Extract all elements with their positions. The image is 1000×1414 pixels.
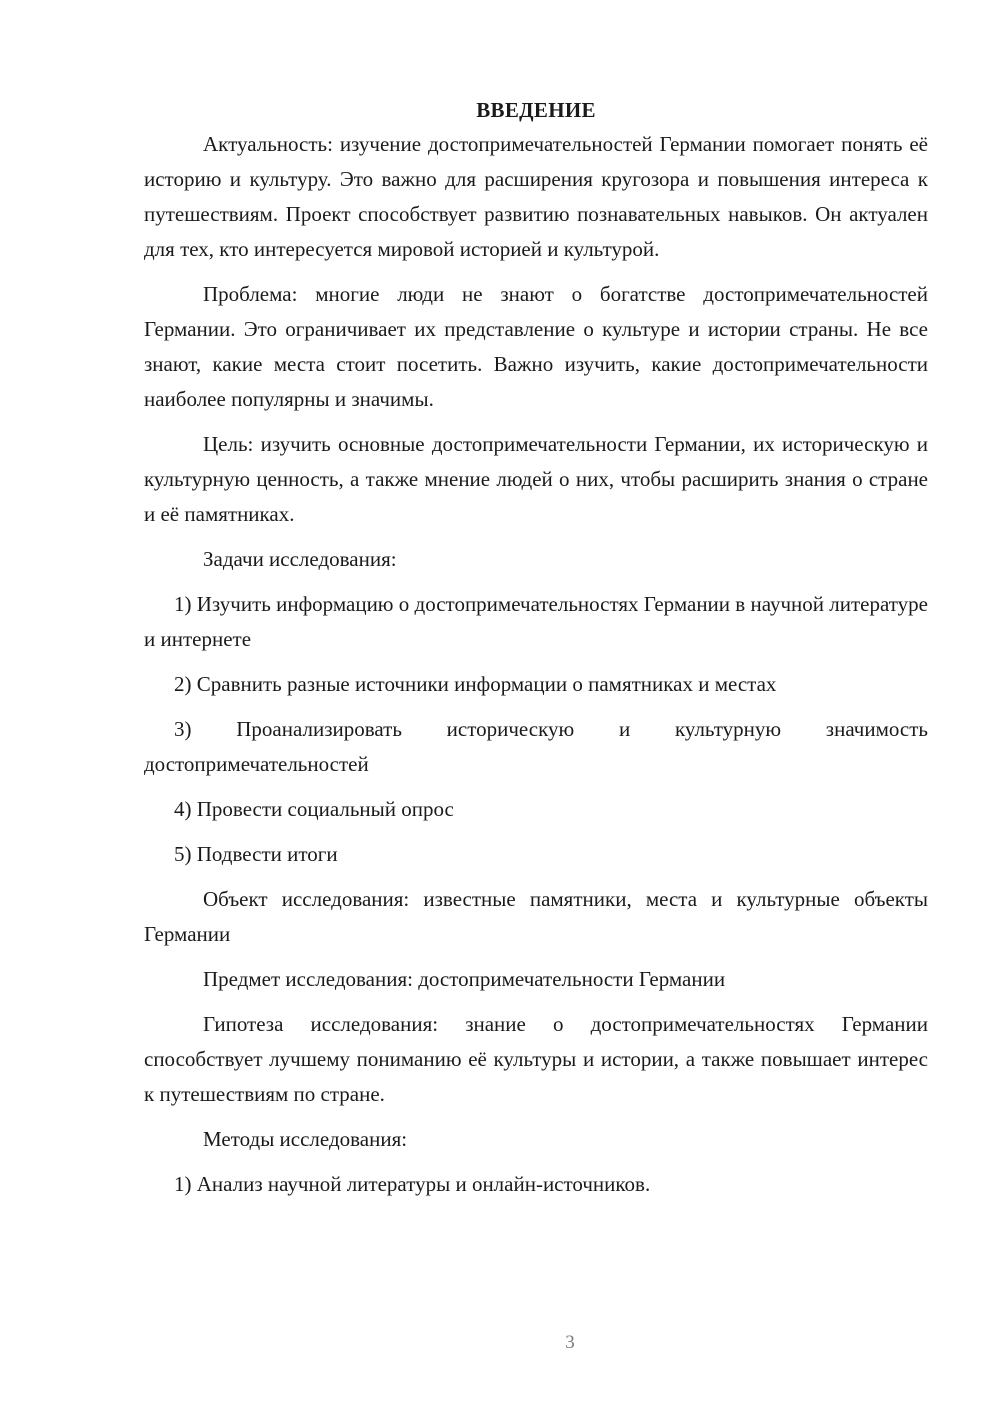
page-number: 3	[565, 1332, 575, 1353]
list-item-task-4: 4) Провести социальный опрос	[174, 797, 454, 821]
paragraph-methods-heading: Методы исследования:	[203, 1127, 408, 1151]
paragraph-goal: Цель: изучить основные достопримечательности Германии, их историческую и культурную ценность, а также мнение людей о них, чтобы расширить знания о стране и её памятниках.	[144, 432, 928, 526]
list-item-method-1: 1) Анализ научной литературы и онлайн-источников.	[174, 1172, 651, 1196]
paragraph-tasks-heading: Задачи исследования:	[203, 547, 397, 571]
paragraph-object: Объект исследования: известные памятники, места и культурные объекты Германии	[144, 887, 928, 946]
paragraph-subject: Предмет исследования: достопримечательности Германии	[203, 967, 726, 991]
list-item-task-1: 1) Изучить информацию о достопримечательностях Германии в научной литературе и интернете	[144, 592, 928, 651]
paragraph-problem: Проблема: многие люди не знают о богатстве достопримечательностей Германии. Это ограничивает их представление о культуре и истории страны. Не все знают, какие места стоит посетить. Важно изучить, какие достопримечательности наиболее популярны и значимы.	[144, 282, 928, 411]
paragraph-hypothesis: Гипотеза исследования: знание о достопримечательностях Германии способствует лучшему пониманию её культуры и истории, а также повышает интерес к путешествиям по стране.	[144, 1012, 928, 1106]
list-item-task-3: 3) Проанализировать историческую и культурную значимость достопримечательностей	[144, 717, 928, 776]
document-page	[144, 95, 928, 1212]
paragraph-relevance: Актуальность: изучение достопримечательностей Германии помогает понять её историю и культуру. Это важно для расширения кругозора и повышения интереса к путешествиям. Проект способствует развитию познавательных навыков. Он актуален для тех, кто интересуется мировой историей и культурой.	[144, 132, 928, 261]
list-item-task-5: 5) Подвести итоги	[174, 842, 338, 866]
list-item-task-2: 2) Сравнить разные источники информации о памятниках и местах	[174, 672, 777, 696]
page-title: ВВЕДЕНИЕ	[476, 98, 596, 122]
